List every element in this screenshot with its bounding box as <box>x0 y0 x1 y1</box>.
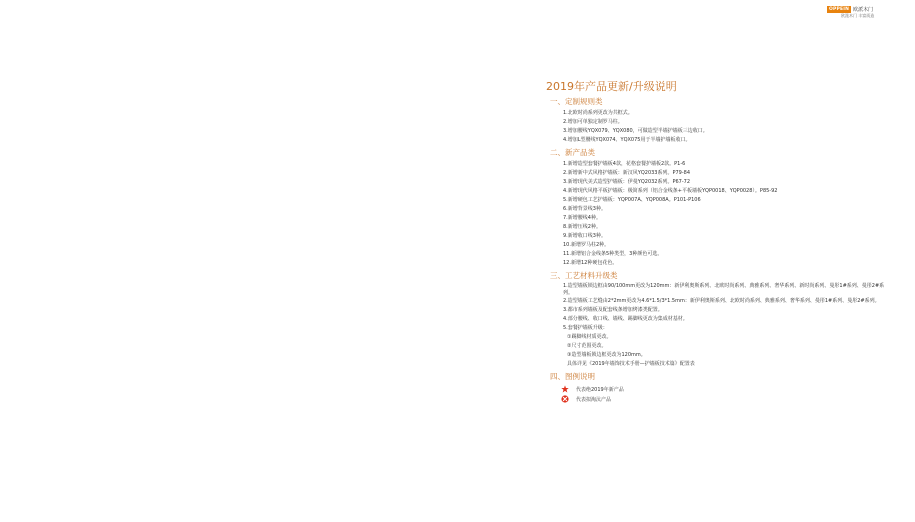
legend-label: 代表拟淘汰产品 <box>576 396 612 403</box>
list-item: 4.新增现代风格平板护墙板：极简系列（铝合金线条+平板墙板YQP0018、YQP0028）。P85-92 <box>563 188 778 194</box>
section-legend <box>546 372 886 404</box>
list-item: 5.新增硬包工艺护墙板：YQP007A、YQP008A。P101-P106 <box>563 197 701 203</box>
list-item: 3.都市系列墙板及配套线条增加烤漆类配置。 <box>563 307 663 313</box>
list-item: 5.套餐护墙板升级： <box>563 325 608 331</box>
list-item: 4.部分腰线、收口线、墙线、踢脚线更改为集成材基材。 <box>563 316 688 322</box>
list-item: 12.新增12种硬包花色。 <box>563 260 618 266</box>
section-title: 二、新产品类 <box>550 148 595 157</box>
brand-slogan: 欧派木门 丰富质造 <box>841 13 875 18</box>
list-item: 3.新增现代美式造型护墙板：伊曼YQ2032系列。P67-72 <box>563 179 691 185</box>
list-item: 7.新增腰线4种。 <box>563 215 601 221</box>
list-item: ②尺寸范围更改。 <box>567 343 607 349</box>
list-item: 1.北欧时尚系列更改为共框式。 <box>563 110 633 116</box>
page-title: 2019年产品更新/升级说明 <box>546 80 677 93</box>
legend-item-new <box>561 384 886 394</box>
brand-logo-row <box>827 6 891 13</box>
list-item: 4.增加L型腰线YQX074、YQX075用于半墙护墙板收口。 <box>563 137 691 143</box>
section-title: 一、定制规则类 <box>550 97 603 106</box>
list-item-note: 具体详见《2019年墙饰技术手册—护墙板技术篇》配置表 <box>567 361 695 367</box>
cross-circle-icon <box>561 395 569 403</box>
list-item: 11.新增铝合金线条5种类型，3种颜色可选。 <box>563 251 663 257</box>
section-process-upgrade <box>546 271 886 369</box>
list-item: 10.新增罗马柱2种。 <box>563 242 610 248</box>
section-title: 四、图例说明 <box>550 372 595 381</box>
list-item: 2.增加可单独定制罗马柱。 <box>563 119 623 125</box>
brand-logo: OPPEIN <box>829 7 850 12</box>
legend-label: 代表绝2019年新产品 <box>576 386 624 393</box>
brand-header <box>827 6 891 19</box>
document-content <box>546 80 886 404</box>
section-custom-rules <box>546 97 886 145</box>
list-item: 1.造型墙板锁边框由90/100mm更改为120mm：新伊利奥斯系列、北欧时尚系列、典雅系列、奢华系列、新时尚系列、曼彤1#系列、曼彤2#系列。 <box>563 283 885 296</box>
list-item: 1.新增造型套餐护墙板4款，花格套餐护墙板2款。P1-6 <box>563 161 686 167</box>
list-item: ①踢脚线材质更改。 <box>567 334 612 340</box>
list-item: 9.新增收口线3种。 <box>563 233 606 239</box>
list-item: 3.增加腰线YQX079、YQX080，可做造型半墙护墙板三边收口。 <box>563 128 708 134</box>
list-item: ③造型墙板锁边框更改为120mm。 <box>567 352 646 358</box>
list-item: 2.造型墙板工艺缝由2*2mm更改为4.6*1.5/3*1.5mm：新伊利奥斯系列、北欧时尚系列、典雅系列、奢华系列、曼彤1#系列、曼彤2#系列。 <box>563 298 880 304</box>
list-item: 2.新增新中式风格护墙板：新汉风YQ2033系列。P79-84 <box>563 170 691 176</box>
legend-item-obsolete <box>561 394 886 404</box>
section-title: 三、工艺材料升级类 <box>550 271 618 280</box>
list-item: 6.新增背景线3种。 <box>563 206 606 212</box>
star-icon <box>561 385 569 393</box>
list-item: 8.新增压线2种。 <box>563 224 601 230</box>
section-new-products <box>546 148 886 268</box>
brand-name: 欧派木门 <box>853 6 874 13</box>
